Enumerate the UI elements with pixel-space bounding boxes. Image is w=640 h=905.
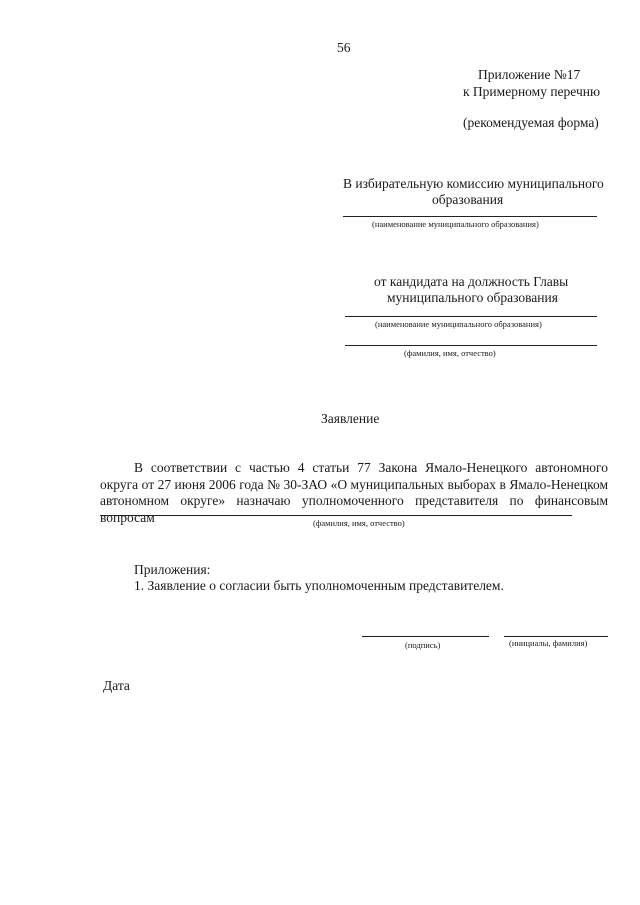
sender-org-fill-line [345, 316, 597, 317]
signature-fill-line [362, 636, 489, 637]
representative-caption: (фамилия, имя, отчество) [313, 518, 405, 528]
attachments-title: Приложения: [134, 562, 211, 577]
initials-fill-line [504, 636, 608, 637]
appendix-title: Приложение №17 [478, 67, 581, 82]
form-note: (рекомендуемая форма) [463, 115, 599, 130]
sender-name-caption: (фамилия, имя, отчество) [404, 348, 496, 358]
recipient-fill-line [343, 216, 597, 217]
recipient-line2: образования [432, 192, 504, 207]
date-label: Дата [103, 678, 130, 693]
representative-fill-line [100, 515, 572, 516]
sender-line1: от кандидата на должность Главы [374, 274, 569, 289]
recipient-line1: В избирательную комиссию муниципального [343, 176, 604, 191]
attachment-item-1: 1. Заявление о согласии быть уполномоченным представителем. [134, 578, 504, 593]
document-heading: Заявление [321, 411, 380, 426]
page-number: 56 [337, 40, 351, 55]
sender-line2: муниципального образования [387, 290, 558, 305]
recipient-caption: (наименование муниципального образования) [372, 219, 539, 229]
body-paragraph [100, 460, 608, 526]
signature-caption: (подпись) [405, 640, 441, 650]
initials-caption: (инициалы, фамилия) [509, 638, 588, 648]
sender-org-caption: (наименование муниципального образования) [375, 319, 542, 329]
body-paragraph-text: В соответствии с частью 4 статьи 77 Закона Ямало-Ненецкого автономного округа от 27 июня 2006 года № 30-ЗАО «О муниципальных выборах в Ямало-Ненецком автономном округе» назначаю уполномоченного представителя по финансовым вопросам [100, 460, 608, 525]
sender-name-fill-line [345, 345, 597, 346]
appendix-subtitle: к Примерному перечню [463, 84, 601, 99]
